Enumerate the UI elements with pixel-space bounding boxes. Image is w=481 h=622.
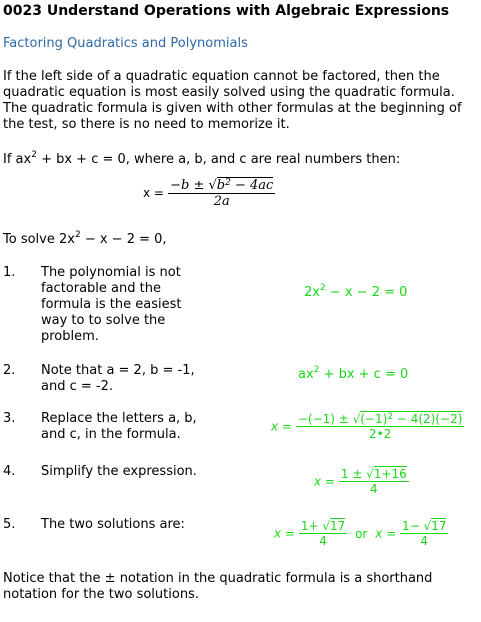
step3-num-pre: −(−1) ± √ bbox=[297, 412, 361, 426]
step5-radicand2: 17 bbox=[431, 519, 447, 533]
solve-prefix: To solve 2x bbox=[3, 232, 75, 247]
step-text: Simplify the expression. bbox=[41, 464, 197, 479]
general-exponent: 2 bbox=[31, 150, 37, 160]
step-number: 5. bbox=[3, 517, 16, 532]
step5-num2-pre: 1− √ bbox=[402, 519, 432, 533]
formula-fraction bbox=[168, 178, 275, 209]
conclusion-paragraph: Notice that the ± notation in the quadratic formula is a shorthand notation for the two solutions. bbox=[3, 571, 433, 602]
step2-math-exp: 2 bbox=[313, 365, 320, 375]
step5-lhs1: x = bbox=[274, 526, 295, 541]
step3-denominator: 2•2 bbox=[296, 426, 465, 441]
general-prefix: If ax bbox=[3, 152, 32, 167]
step-number: 2. bbox=[3, 363, 16, 378]
step5-fraction2 bbox=[400, 519, 448, 548]
step1-math-exp: 2 bbox=[319, 283, 326, 293]
step5-denominator2: 4 bbox=[400, 533, 448, 548]
step3-rad-base: (−1) bbox=[360, 412, 388, 426]
step-math bbox=[271, 412, 464, 441]
general-equation-line bbox=[3, 152, 400, 167]
formula-numerator bbox=[168, 178, 275, 193]
step-math bbox=[274, 519, 448, 548]
general-suffix: + bx + c = 0, where a, b, and c are real numbers then: bbox=[36, 152, 401, 167]
step3-fraction bbox=[296, 412, 465, 441]
step5-or: or bbox=[355, 526, 368, 541]
step-math bbox=[298, 367, 408, 382]
step5-num1-pre: 1+ √ bbox=[300, 519, 330, 533]
formula-denominator: 2a bbox=[168, 193, 275, 209]
quadratic-formula bbox=[143, 178, 275, 209]
step5-numerator1 bbox=[299, 519, 347, 533]
step3-rad-exp: 2 bbox=[387, 412, 394, 422]
step4-numerator bbox=[339, 467, 409, 481]
step-number: 1. bbox=[3, 265, 16, 280]
intro-paragraph: If the left side of a quadratic equation cannot be factored, then the quadratic equation is most easily solved using the quadratic formula. The quadratic formula is given with other formulas at the beginning of the test, so there is no need to memorize it. bbox=[3, 69, 462, 132]
step1-math-pre: 2x bbox=[304, 285, 320, 300]
step-text: Replace the letters a, b, and c, in the formula. bbox=[41, 411, 197, 442]
step5-numerator2 bbox=[400, 519, 448, 533]
section-subtitle: Factoring Quadratics and Polynomials bbox=[3, 36, 248, 51]
formula-rad-post: − 4ac bbox=[230, 178, 274, 193]
step-text: Note that a = 2, b = -1, and c = -2. bbox=[41, 363, 195, 394]
page-title: 0023 Understand Operations with Algebraic Expressions bbox=[3, 3, 450, 19]
step3-radicand bbox=[360, 411, 462, 426]
step-math bbox=[304, 285, 407, 300]
step1-math-post: − x − 2 = 0 bbox=[325, 285, 408, 300]
step3-numerator bbox=[296, 412, 465, 426]
step-number: 4. bbox=[3, 464, 16, 479]
step5-denominator1: 4 bbox=[299, 533, 347, 548]
step-text: The polynomial is not factorable and the formula is the easiest way to to solve the problem. bbox=[41, 265, 182, 344]
step5-lhs2: x = bbox=[375, 526, 397, 541]
step-text: The two solutions are: bbox=[41, 517, 185, 532]
step5-fraction1 bbox=[299, 519, 347, 548]
step4-denominator: 4 bbox=[339, 481, 409, 496]
formula-radicand bbox=[217, 177, 274, 193]
step5-radicand1: 17 bbox=[329, 519, 346, 533]
step-math bbox=[314, 467, 409, 496]
step3-rad-post: − 4(2)(−2) bbox=[393, 412, 463, 426]
step4-num-pre: 1 ± √ bbox=[340, 467, 374, 481]
solve-exponent: 2 bbox=[74, 230, 81, 240]
formula-rad-b: b bbox=[216, 178, 226, 193]
step4-fraction bbox=[339, 467, 409, 496]
step3-lhs: x = bbox=[271, 419, 292, 434]
step4-lhs: x = bbox=[314, 474, 335, 489]
formula-lhs: x = bbox=[143, 186, 164, 200]
step2-math-pre: ax bbox=[298, 367, 314, 382]
formula-rad-exp: 2 bbox=[225, 178, 231, 188]
solve-line bbox=[3, 232, 167, 247]
step2-math-post: + bx + c = 0 bbox=[319, 367, 409, 382]
solve-suffix: − x − 2 = 0, bbox=[80, 232, 167, 247]
formula-num-pre: −b ± √ bbox=[170, 178, 217, 193]
step4-radicand: 1+16 bbox=[373, 467, 407, 481]
step-number: 3. bbox=[3, 411, 16, 426]
